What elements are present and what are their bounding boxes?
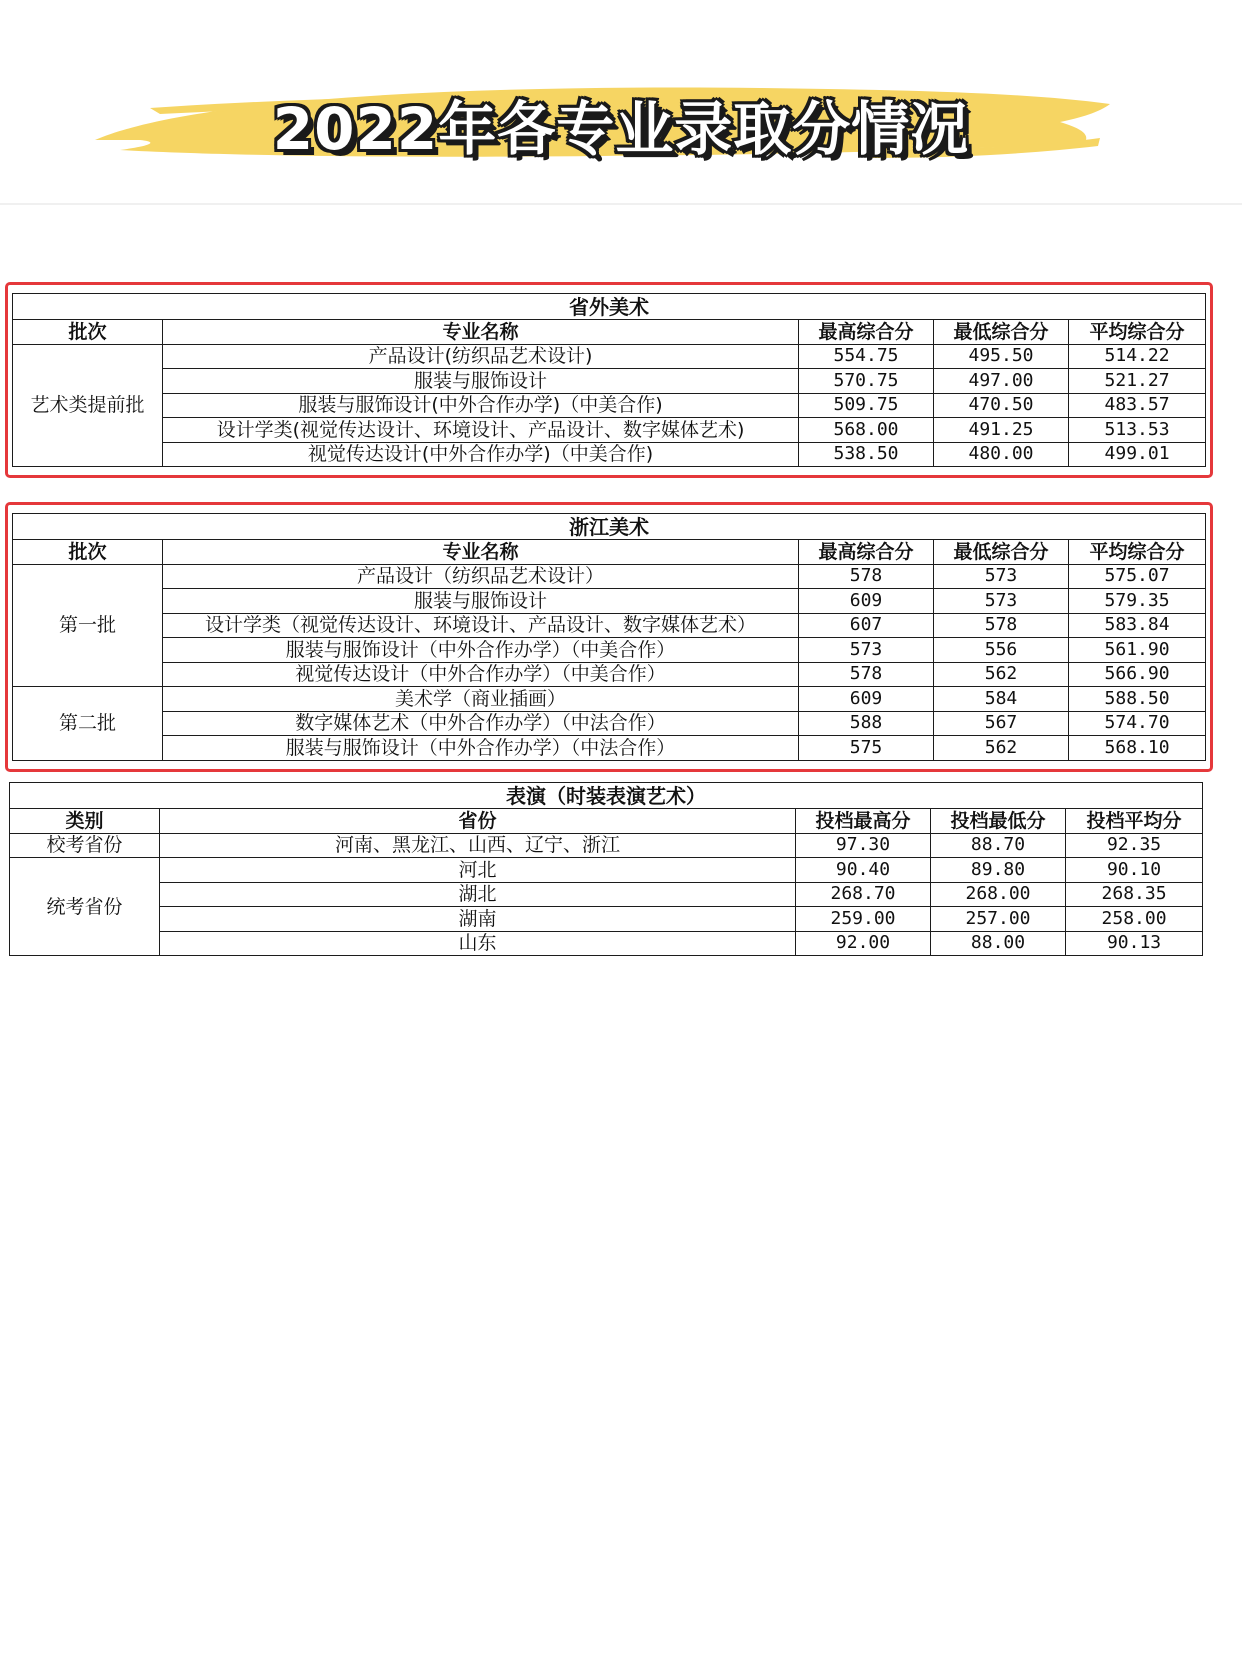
max-score: 92.00 [796, 931, 931, 956]
province-name: 河南、黑龙江、山西、辽宁、浙江 [160, 833, 796, 858]
column-header: 平均综合分 [1069, 540, 1206, 565]
table-row [10, 931, 1203, 956]
avg-score: 579.35 [1069, 589, 1206, 614]
table-row [13, 369, 1206, 394]
batch-label: 艺术类提前批 [13, 344, 163, 467]
max-score: 554.75 [799, 344, 934, 369]
column-header: 批次 [13, 540, 163, 565]
table-row [13, 393, 1206, 418]
column-header: 最高综合分 [799, 320, 934, 345]
min-score: 562 [934, 736, 1069, 761]
header-row [10, 809, 1203, 834]
max-score: 578 [799, 564, 934, 589]
major-name: 设计学类（视觉传达设计、环境设计、产品设计、数字媒体艺术） [163, 613, 799, 638]
avg-score: 521.27 [1069, 369, 1206, 394]
major-name: 设计学类(视觉传达设计、环境设计、产品设计、数字媒体艺术) [163, 418, 799, 443]
column-header: 平均综合分 [1069, 320, 1206, 345]
major-name: 服装与服饰设计 [163, 369, 799, 394]
avg-score: 574.70 [1069, 711, 1206, 736]
min-score: 257.00 [931, 907, 1066, 932]
table-row [13, 418, 1206, 443]
column-header: 最低综合分 [934, 540, 1069, 565]
major-name: 数字媒体艺术（中外合作办学）（中法合作） [163, 711, 799, 736]
column-header: 批次 [13, 320, 163, 345]
table-row [10, 882, 1203, 907]
column-header: 省份 [160, 809, 796, 834]
max-score: 259.00 [796, 907, 931, 932]
max-score: 570.75 [799, 369, 934, 394]
min-score: 562 [934, 662, 1069, 687]
page-title: 2022年各专业录取分情况 [272, 95, 970, 163]
major-name: 服装与服饰设计 [163, 589, 799, 614]
table-caption: 浙江美术 [13, 514, 1206, 540]
table-row [13, 711, 1206, 736]
min-score: 480.00 [934, 442, 1069, 467]
max-score: 509.75 [799, 393, 934, 418]
min-score: 88.70 [931, 833, 1066, 858]
avg-score: 499.01 [1069, 442, 1206, 467]
table-row [13, 564, 1206, 589]
table-row [13, 662, 1206, 687]
score-table [12, 513, 1206, 761]
category-label: 统考省份 [10, 858, 160, 956]
max-score: 97.30 [796, 833, 931, 858]
table-row [10, 907, 1203, 932]
table-row [13, 638, 1206, 663]
max-score: 575 [799, 736, 934, 761]
province-name: 湖南 [160, 907, 796, 932]
column-header: 专业名称 [163, 540, 799, 565]
province-name: 山东 [160, 931, 796, 956]
avg-score: 90.10 [1066, 858, 1203, 883]
table-row [13, 613, 1206, 638]
min-score: 495.50 [934, 344, 1069, 369]
min-score: 491.25 [934, 418, 1069, 443]
max-score: 578 [799, 662, 934, 687]
avg-score: 568.10 [1069, 736, 1206, 761]
province-name: 湖北 [160, 882, 796, 907]
avg-score: 583.84 [1069, 613, 1206, 638]
table-row [13, 687, 1206, 712]
major-name: 视觉传达设计（中外合作办学）（中美合作） [163, 662, 799, 687]
major-name: 服装与服饰设计（中外合作办学）（中法合作） [163, 736, 799, 761]
min-score: 567 [934, 711, 1069, 736]
max-score: 90.40 [796, 858, 931, 883]
section-fashion-performance [5, 782, 1207, 956]
max-score: 609 [799, 589, 934, 614]
min-score: 584 [934, 687, 1069, 712]
min-score: 556 [934, 638, 1069, 663]
header-divider [0, 203, 1242, 205]
column-header: 最低综合分 [934, 320, 1069, 345]
table-row [13, 442, 1206, 467]
major-name: 美术学（商业插画） [163, 687, 799, 712]
avg-score: 575.07 [1069, 564, 1206, 589]
major-name: 服装与服饰设计(中外合作办学)（中美合作) [163, 393, 799, 418]
avg-score: 588.50 [1069, 687, 1206, 712]
column-header: 投档平均分 [1066, 809, 1203, 834]
avg-score: 483.57 [1069, 393, 1206, 418]
min-score: 573 [934, 589, 1069, 614]
max-score: 607 [799, 613, 934, 638]
batch-label: 第二批 [13, 687, 163, 761]
min-score: 89.80 [931, 858, 1066, 883]
avg-score: 268.35 [1066, 882, 1203, 907]
table-row [10, 833, 1203, 858]
min-score: 88.00 [931, 931, 1066, 956]
avg-score: 513.53 [1069, 418, 1206, 443]
column-header: 投档最低分 [931, 809, 1066, 834]
max-score: 609 [799, 687, 934, 712]
major-name: 产品设计(纺织品艺术设计) [163, 344, 799, 369]
avg-score: 566.90 [1069, 662, 1206, 687]
max-score: 588 [799, 711, 934, 736]
table-row [13, 589, 1206, 614]
avg-score: 90.13 [1066, 931, 1203, 956]
avg-score: 258.00 [1066, 907, 1203, 932]
table-caption: 省外美术 [13, 294, 1206, 320]
major-name: 服装与服饰设计（中外合作办学）（中美合作） [163, 638, 799, 663]
batch-label: 第一批 [13, 564, 163, 687]
header-row [13, 320, 1206, 345]
min-score: 497.00 [934, 369, 1069, 394]
column-header: 专业名称 [163, 320, 799, 345]
table-row [13, 344, 1206, 369]
table-row [10, 858, 1203, 883]
max-score: 568.00 [799, 418, 934, 443]
score-table [9, 782, 1203, 956]
title-banner [0, 0, 1242, 205]
header-row [13, 540, 1206, 565]
min-score: 573 [934, 564, 1069, 589]
max-score: 573 [799, 638, 934, 663]
score-table [12, 293, 1206, 467]
column-header: 类别 [10, 809, 160, 834]
section-out-of-province-art [5, 282, 1213, 478]
major-name: 视觉传达设计(中外合作办学)（中美合作) [163, 442, 799, 467]
table-caption: 表演（时装表演艺术） [10, 783, 1203, 809]
major-name: 产品设计（纺织品艺术设计） [163, 564, 799, 589]
avg-score: 561.90 [1069, 638, 1206, 663]
category-label: 校考省份 [10, 833, 160, 858]
max-score: 268.70 [796, 882, 931, 907]
province-name: 河北 [160, 858, 796, 883]
min-score: 470.50 [934, 393, 1069, 418]
column-header: 投档最高分 [796, 809, 931, 834]
min-score: 268.00 [931, 882, 1066, 907]
section-zhejiang-art [5, 502, 1213, 772]
column-header: 最高综合分 [799, 540, 934, 565]
avg-score: 514.22 [1069, 344, 1206, 369]
avg-score: 92.35 [1066, 833, 1203, 858]
min-score: 578 [934, 613, 1069, 638]
table-row [13, 736, 1206, 761]
max-score: 538.50 [799, 442, 934, 467]
